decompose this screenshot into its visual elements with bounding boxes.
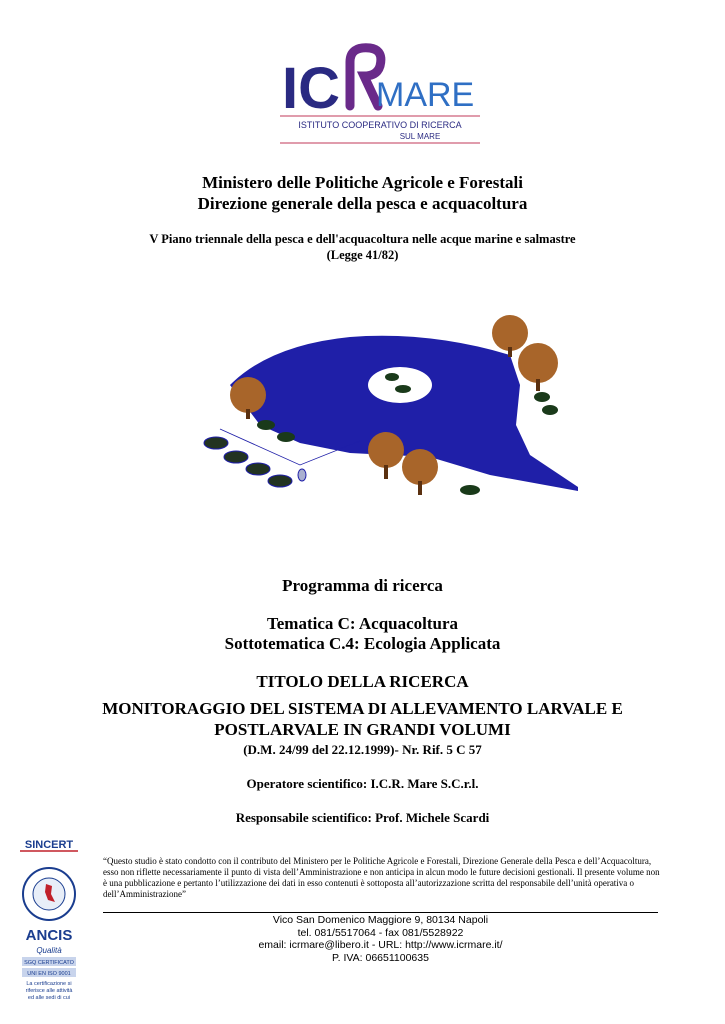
ministry-line-1: Ministero delle Politiche Agricole e Forestali	[202, 173, 523, 192]
uni-label: UNI EN ISO 9001	[27, 971, 71, 977]
ministry-heading	[0, 172, 725, 214]
logo-brand-mare: MARE	[376, 76, 475, 114]
icr-mare-logo	[280, 40, 480, 150]
logo-brand-ic: IC	[282, 56, 340, 121]
scientific-manager: Responsabile scientifico: Prof. Michele Scardi	[235, 810, 490, 825]
decree-reference: (D.M. 24/99 del 22.12.1999)- Nr. Rif. 5 C 57	[243, 742, 482, 757]
address-line-1: Vico San Domenico Maggiore 9, 80134 Napoli	[272, 914, 489, 926]
ancis-label: ANCIS	[25, 927, 73, 944]
tematica-block	[0, 614, 725, 654]
disclaimer: “Questo studio è stato condotto con il contributo del Ministero per le Politiche Agricole e Forestali, Direzione Generale della Pesca e dell’Acquacoltura, esso non riflette necessariamente il punto di vista dell’Amministrazione e non anticipa in alcun modo le future decisioni gestionali. Il presente volume non è una pubblicazione e pertanto l’utilizzazione dei dati in esso contenuti è sottoposta all’autorizzazione scritta del responsabile dell’unità operativa o dell’Amministrazione”	[103, 856, 660, 899]
logo-tagline-1: ISTITUTO COOPERATIVO DI RICERCA	[298, 120, 462, 130]
tematica: Tematica C: Acquacoltura	[266, 614, 459, 633]
aquaculture-illustration	[190, 305, 590, 505]
scientific-operator: Operatore scientifico: I.C.R. Mare S.C.r.l.	[246, 776, 479, 791]
address-line-2: tel. 081/5517064 - fax 081/5528922	[297, 926, 464, 939]
cert-note-3: ed alle sedi di cui	[27, 995, 71, 1001]
footer-divider	[103, 912, 658, 913]
plan-line-1: V Piano triennale della pesca e dell'acquacoltura nelle acque marine e salmastre	[149, 232, 576, 246]
research-title-line-1: MONITORAGGIO DEL SISTEMA DI ALLEVAMENTO LARVALE E	[102, 699, 623, 718]
plan-line-2: (Legge 41/82)	[326, 248, 399, 262]
sincert-label: SINCERT	[24, 839, 74, 851]
island	[368, 367, 432, 403]
qualita-label: Qualità	[36, 946, 62, 955]
plan-heading	[0, 231, 725, 263]
cert-note-1: La certificazione si	[26, 981, 72, 987]
cert-note-2: riferisce alle attività	[25, 988, 73, 994]
address-line-4: P. IVA: 06651100635	[332, 951, 429, 964]
footer-address	[103, 914, 658, 964]
titolo-header: TITOLO DELLA RICERCA	[256, 672, 469, 691]
ministry-line-2: Direzione generale della pesca e acquacoltura	[197, 194, 528, 213]
tank-icon	[204, 437, 292, 487]
research-title	[0, 698, 725, 740]
logo-tagline-2: SUL MARE	[399, 132, 441, 141]
sgq-label: SGQ CERTIFICATO	[24, 960, 74, 966]
research-title-line-2: POSTLARVALE IN GRANDI VOLUMI	[214, 720, 511, 739]
address-line-3: email: icrmare@libero.it - URL: http://www.icrmare.it/	[258, 939, 503, 951]
certification-badge	[18, 836, 80, 1004]
sottotematica: Sottotematica C.4: Ecologia Applicata	[224, 634, 501, 653]
program-title: Programma di ricerca	[282, 576, 443, 595]
